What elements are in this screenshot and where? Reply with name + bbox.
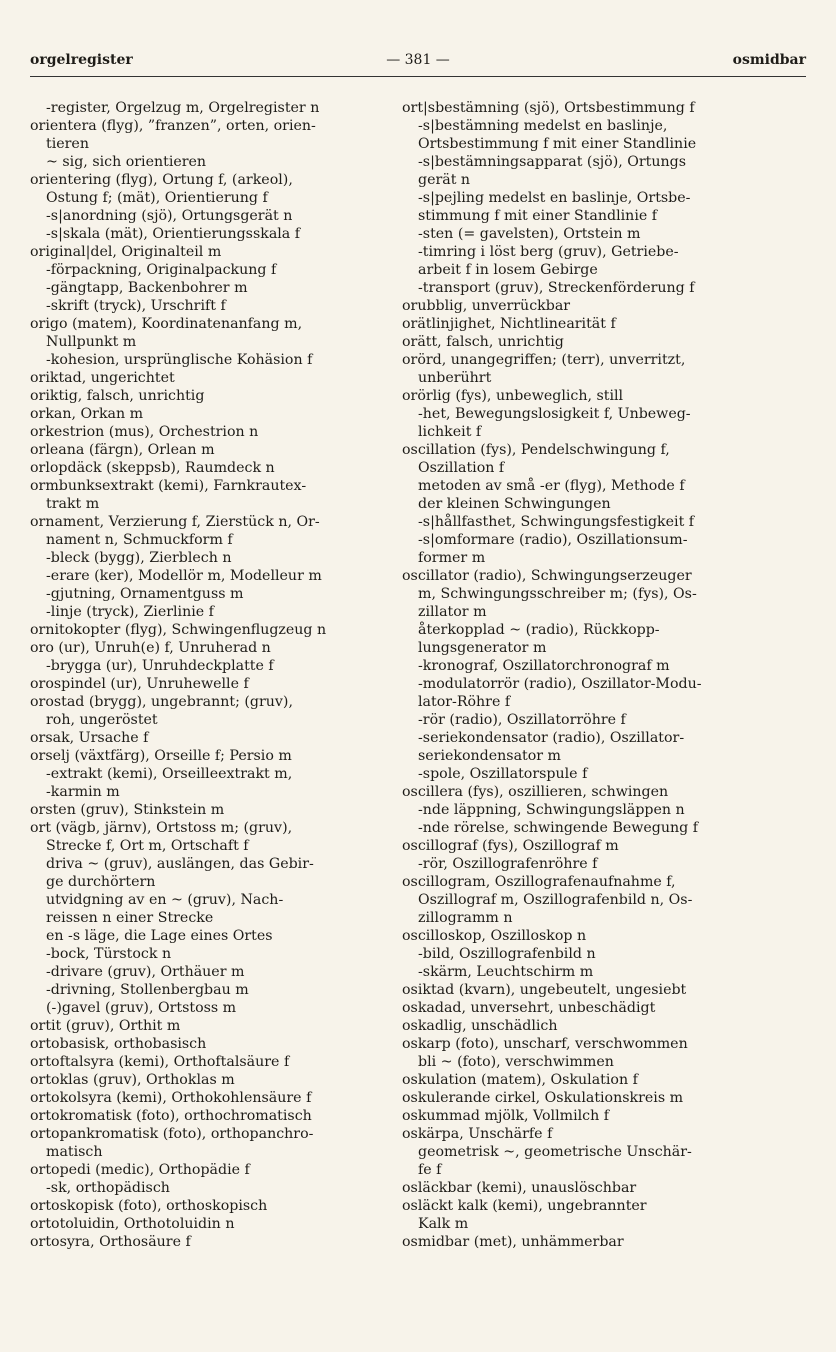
entry-line: oscillation (fys), Pendelschwingung f, — [402, 442, 670, 458]
entry-line: -extrakt (kemi), Orseilleextrakt m, — [46, 766, 293, 782]
entry-line: -karmin m — [46, 784, 120, 800]
entry-line: -transport (gruv), Streckenförderung f — [418, 280, 695, 296]
entry-line: -drivare (gruv), Orthäuer m — [46, 964, 245, 980]
entry-line: -kohesion, ursprünglische Kohäsion f — [46, 352, 313, 368]
left-column — [30, 99, 382, 1251]
right-guide-word: osmidbar — [732, 52, 806, 68]
entry-line: -het, Bewegungslosigkeit f, Unbeweg- — [418, 406, 691, 422]
entry-line: orospindel (ur), Unruhewelle f — [30, 676, 249, 692]
entry-line: ortoskopisk (foto), orthoskopisch — [30, 1198, 268, 1214]
entry-line: Ostung f; (mät), Orientierung f — [46, 190, 268, 206]
entry-line: -brygga (ur), Unruhdeckplatte f — [46, 658, 274, 674]
entry-line: ornament, Verzierung f, Zierstück n, Or- — [30, 514, 320, 530]
entry-line: m, Schwingungsschreiber m; (fys), Os- — [418, 586, 697, 602]
entry-line: gerät n — [418, 172, 471, 188]
entry-line: geometrisk ~, geometrische Unschär- — [418, 1144, 692, 1160]
entry-line: -bleck (bygg), Zierblech n — [46, 550, 232, 566]
entry-line: -linje (tryck), Zierlinie f — [46, 604, 214, 620]
entry-line: Nullpunkt m — [46, 334, 137, 350]
entry-line: oskadlig, unschädlich — [402, 1018, 558, 1034]
entry-line: oscillograf (fys), Oszillograf m — [402, 838, 619, 854]
entry-line: -förpackning, Originalpackung f — [46, 262, 277, 278]
entry-line: tieren — [46, 136, 89, 152]
entry-line: der kleinen Schwingungen — [418, 496, 611, 512]
entry-line: -gjutning, Ornamentguss m — [46, 586, 244, 602]
entry-line: orätt, falsch, unrichtig — [402, 334, 564, 350]
entry-line: original|del, Originalteil m — [30, 244, 222, 260]
entry-line: ortokromatisk (foto), orthochromatisch — [30, 1108, 312, 1124]
entry-line: -spole, Oszillatorspule f — [418, 766, 588, 782]
entry-line: osläckbar (kemi), unauslöschbar — [402, 1180, 637, 1196]
entry-line: -register, Orgelzug m, Orgelregister n — [46, 100, 320, 116]
entry-line: arbeit f in losem Gebirge — [418, 262, 598, 278]
entry-line: lungsgenerator m — [418, 640, 547, 656]
entry-line: -kronograf, Oszillatorchronograf m — [418, 658, 670, 674]
entry-line: -s|hållfasthet, Schwingungsfestigkeit f — [418, 514, 695, 530]
entry-line: oro (ur), Unruh(e) f, Unruherad n — [30, 640, 271, 656]
entry-line: osläckt kalk (kemi), ungebrannter — [402, 1198, 647, 1214]
entry-line: roh, ungeröstet — [46, 712, 158, 728]
entry-line: -bock, Türstock n — [46, 946, 172, 962]
entry-line: -seriekondensator (radio), Oszillator- — [418, 730, 685, 746]
header-rule — [30, 76, 806, 77]
entry-line: orsak, Ursache f — [30, 730, 149, 746]
entry-line: -gängtapp, Backenbohrer m — [46, 280, 248, 296]
entry-line: ortopedi (medic), Orthopädie f — [30, 1162, 250, 1178]
entry-line: ortokolsyra (kemi), Orthokohlensäure f — [30, 1090, 312, 1106]
entry-line: orostad (brygg), ungebrannt; (gruv), — [30, 694, 293, 710]
entry-line: -s|bestämning medelst en baslinje, — [418, 118, 668, 134]
entry-line: orientering (flyg), Ortung f, (arkeol), — [30, 172, 293, 188]
entry-line: oskadad, unversehrt, unbeschädigt — [402, 1000, 656, 1016]
page-number: — 381 — — [386, 52, 450, 68]
entry-line: -rör (radio), Oszillatorröhre f — [418, 712, 626, 728]
right-column — [402, 99, 752, 1251]
entry-line: ortoftalsyra (kemi), Orthoftalsäure f — [30, 1054, 290, 1070]
entry-line: metoden av små -er (flyg), Methode f — [418, 478, 685, 494]
entry-line: ortoklas (gruv), Orthoklas m — [30, 1072, 235, 1088]
entry-line: orientera (flyg), ”franzen”, orten, orien- — [30, 118, 316, 134]
entry-line: ornitokopter (flyg), Schwingenflugzeug n — [30, 622, 327, 638]
entry-line: oskummad mjölk, Vollmilch f — [402, 1108, 609, 1124]
entry-line: orätlinjighet, Nichtlinearität f — [402, 316, 616, 332]
entry-line: orleana (färgn), Orlean m — [30, 442, 215, 458]
entry-line: ortobasisk, orthobasisch — [30, 1036, 207, 1052]
entry-line: (-)gavel (gruv), Ortstoss m — [46, 1000, 237, 1016]
entry-line: zillogramm n — [418, 910, 513, 926]
entry-line: oscilloskop, Oszilloskop n — [402, 928, 587, 944]
entry-line: orubblig, unverrückbar — [402, 298, 571, 314]
entry-line: Oszillation f — [418, 460, 505, 476]
entry-line: ort|sbestämning (sjö), Ortsbestimmung f — [402, 100, 695, 116]
entry-line: stimmung f mit einer Standlinie f — [418, 208, 658, 224]
entry-line: ormbunksextrakt (kemi), Farnkrautex- — [30, 478, 307, 494]
entry-line: -rör, Oszillografenröhre f — [418, 856, 598, 872]
entry-line: Kalk m — [418, 1216, 469, 1232]
entry-line: -nde läppning, Schwingungsläppen n — [418, 802, 685, 818]
entry-line: -timring i löst berg (gruv), Getriebe- — [418, 244, 679, 260]
entry-line: bli ~ (foto), verschwimmen — [418, 1054, 614, 1070]
entry-line: oscillator (radio), Schwingungserzeuger — [402, 568, 692, 584]
entry-line: -sten (= gavelsten), Ortstein m — [418, 226, 641, 242]
entry-line: zillator m — [418, 604, 487, 620]
entry-line: matisch — [46, 1144, 103, 1160]
entry-line: orsten (gruv), Stinkstein m — [30, 802, 225, 818]
entry-line: orkestrion (mus), Orchestrion n — [30, 424, 259, 440]
entry-line: orselj (växtfärg), Orseille f; Persio m — [30, 748, 292, 764]
entry-line: oscillera (fys), oszillieren, schwingen — [402, 784, 669, 800]
entry-line: -skrift (tryck), Urschrift f — [46, 298, 226, 314]
left-guide-word: orgelregister — [30, 52, 133, 68]
entry-line: Ortsbestimmung f mit einer Standlinie — [418, 136, 697, 152]
entry-line: -s|skala (mät), Orientierungsskala f — [46, 226, 301, 242]
entry-line: ort (vägb, järnv), Ortstoss m; (gruv), — [30, 820, 293, 836]
entry-line: orlopdäck (skeppsb), Raumdeck n — [30, 460, 275, 476]
entry-line: oscillogram, Oszillografenaufnahme f, — [402, 874, 676, 890]
entry-line: en -s läge, die Lage eines Ortes — [46, 928, 273, 944]
entry-line: återkopplad ~ (radio), Rückkopp- — [418, 622, 660, 638]
entry-line: -s|bestämningsapparat (sjö), Ortungs — [418, 154, 686, 170]
entry-line: -s|omformare (radio), Oszillationsum- — [418, 532, 688, 548]
entry-line: ortit (gruv), Orthit m — [30, 1018, 181, 1034]
entry-line: nament n, Schmuckform f — [46, 532, 233, 548]
entry-line: former m — [418, 550, 486, 566]
entry-line: -bild, Oszillografenbild n — [418, 946, 596, 962]
entry-line: trakt m — [46, 496, 100, 512]
entry-line: origo (matem), Koordinatenanfang m, — [30, 316, 303, 332]
entry-line: utvidgning av en ~ (gruv), Nach- — [46, 892, 284, 908]
entry-line: ortopankromatisk (foto), orthopanchro- — [30, 1126, 314, 1142]
entry-line: -drivning, Stollenbergbau m — [46, 982, 249, 998]
entry-line: ortotoluidin, Orthotoluidin n — [30, 1216, 235, 1232]
entry-line: osmidbar (met), unhämmerbar — [402, 1234, 624, 1250]
entry-line: -sk, orthopädisch — [46, 1180, 170, 1196]
entry-line: orörlig (fys), unbeweglich, still — [402, 388, 624, 404]
entry-line: osiktad (kvarn), ungebeutelt, ungesiebt — [402, 982, 687, 998]
entry-line: -erare (ker), Modellör m, Modelleur m — [46, 568, 322, 584]
entry-line: -skärm, Leuchtschirm m — [418, 964, 594, 980]
entry-line: unberührt — [418, 370, 492, 386]
entry-line: reissen n einer Strecke — [46, 910, 214, 926]
entry-line: orkan, Orkan m — [30, 406, 144, 422]
entry-line: orörd, unangegriffen; (terr), unverritzt, — [402, 352, 686, 368]
entry-line: ge durchörtern — [46, 874, 156, 890]
entry-line: seriekondensator m — [418, 748, 562, 764]
entry-line: oskulation (matem), Oskulation f — [402, 1072, 638, 1088]
entry-line: ortosyra, Orthosäure f — [30, 1234, 191, 1250]
entry-line: oskärpa, Unschärfe f — [402, 1126, 553, 1142]
entry-line: oskulerande cirkel, Oskulationskreis m — [402, 1090, 684, 1106]
entry-line: -s|pejling medelst en baslinje, Ortsbe- — [418, 190, 691, 206]
entry-line: driva ~ (gruv), auslängen, das Gebir- — [46, 856, 314, 872]
entry-line: -s|anordning (sjö), Ortungsgerät n — [46, 208, 293, 224]
entry-line: -nde rörelse, schwingende Bewegung f — [418, 820, 699, 836]
page-header — [30, 52, 806, 74]
entry-line: fe f — [418, 1162, 442, 1178]
entry-line: ~ sig, sich orientieren — [46, 154, 207, 170]
entry-line: lichkeit f — [418, 424, 482, 440]
entry-line: lator-Röhre f — [418, 694, 511, 710]
entry-line: Oszillograf m, Oszillografenbild n, Os- — [418, 892, 693, 908]
entry-line: oriktad, ungerichtet — [30, 370, 175, 386]
entry-line: Strecke f, Ort m, Ortschaft f — [46, 838, 249, 854]
entry-line: -modulatorrör (radio), Oszillator-Modu- — [418, 676, 702, 692]
entry-line: oskarp (foto), unscharf, verschwommen — [402, 1036, 688, 1052]
entry-line: oriktig, falsch, unrichtig — [30, 388, 205, 404]
